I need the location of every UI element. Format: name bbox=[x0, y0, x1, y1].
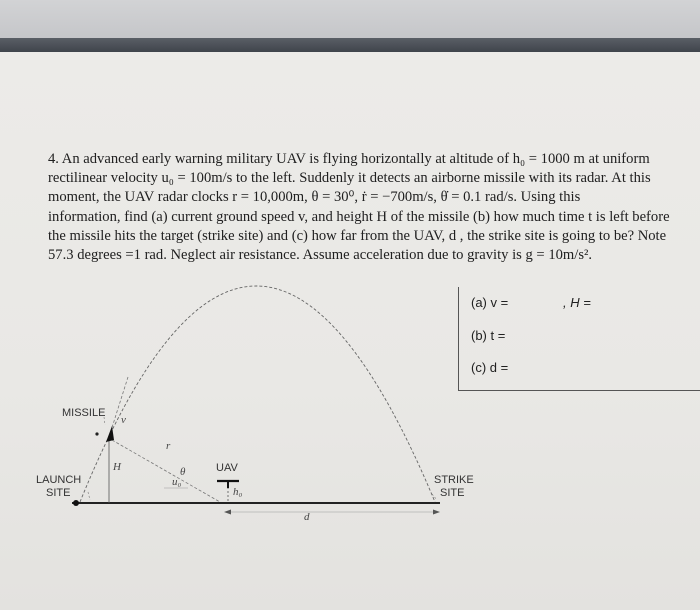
height-symbol: H bbox=[113, 461, 121, 473]
problem-line-3: moment, the UAV radar clocks r = 10,000m, θ = 30⁰, ṙ = −700m/s, θ̇ = 0.1 rad/s. Using this bbox=[48, 189, 581, 206]
answer-h: , H = bbox=[563, 295, 591, 310]
problem-line-2: rectilinear velocity u₀ = 100m/s to the left. Suddenly it detects an airborne missile with its radar. At this bbox=[48, 170, 651, 187]
missile-trajectory bbox=[80, 286, 435, 502]
launch-label-2: SITE bbox=[46, 487, 71, 499]
h0-symbol: h₀ bbox=[233, 486, 243, 498]
window-top-strip bbox=[0, 0, 700, 42]
answer-box bbox=[458, 287, 700, 391]
strike-label-2: SITE bbox=[440, 487, 465, 499]
answer-a: (a) v = bbox=[471, 295, 509, 310]
answer-b: (b) t = bbox=[471, 328, 506, 343]
range-symbol: r bbox=[166, 440, 171, 452]
launch-site-dot bbox=[73, 500, 79, 506]
missile-icon bbox=[95, 426, 114, 442]
problem-line-1: 4. An advanced early warning military UAV is flying horizontally at altitude of h₀ = 1000 m at uniform bbox=[48, 151, 650, 167]
problem-line-4: information, find (a) current ground speed v, and height H of the missile (b) how much time t is left before bbox=[48, 208, 670, 225]
toolbar-band bbox=[0, 38, 700, 52]
distance-symbol: d bbox=[304, 511, 310, 523]
strike-label-1: STRIKE bbox=[434, 474, 474, 486]
problem-statement bbox=[48, 150, 694, 265]
uav-label: UAV bbox=[216, 462, 238, 474]
u0-symbol: u₀ bbox=[172, 476, 182, 488]
answer-c: (c) d = bbox=[471, 360, 509, 375]
launch-label-1: LAUNCH bbox=[36, 474, 82, 486]
theta-symbol: θ bbox=[180, 466, 186, 478]
problem-line-5: the missile hits the target (strike site) and (c) how far from the UAV, d , the strike site is going to be? Note bbox=[48, 227, 667, 244]
problem-line-6: 57.3 degrees =1 rad. Neglect air resistance. Assume acceleration due to gravity is g = 10m/s². bbox=[48, 247, 593, 264]
velocity-symbol: v bbox=[121, 414, 126, 426]
missile-label: MISSILE bbox=[62, 407, 106, 419]
